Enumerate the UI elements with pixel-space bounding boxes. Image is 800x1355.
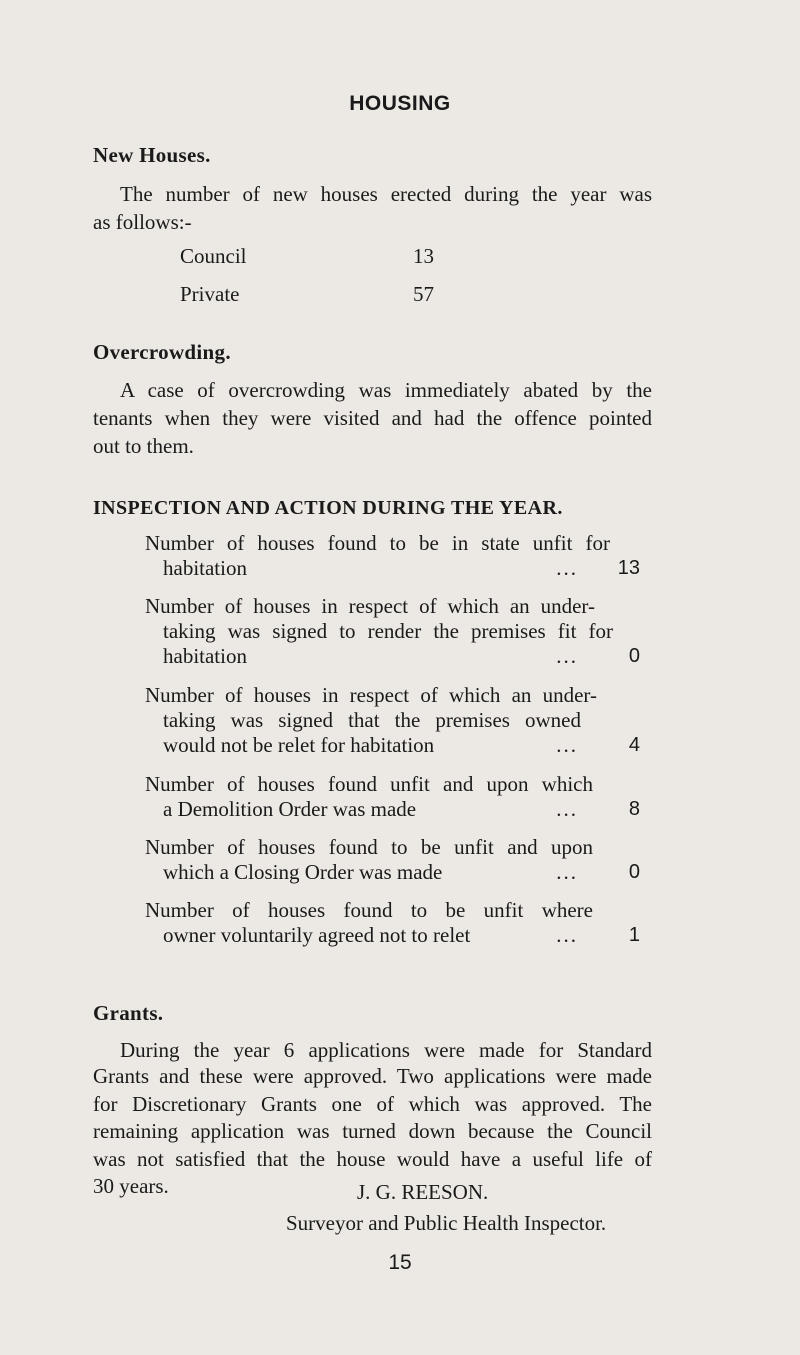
new-houses-intro-cont	[93, 208, 393, 236]
item-value: 1	[628, 924, 640, 946]
inspection-item	[145, 835, 640, 885]
grants-line: was not satisfied that the house would have a useful life of	[93, 1146, 652, 1171]
grants-line: for Discretionary Grants one of which was approved. The	[93, 1091, 652, 1116]
item-value: 4	[628, 734, 640, 756]
item-value: 8	[628, 798, 640, 820]
item-line: Number of houses found to be in state unfit for	[145, 531, 610, 555]
leader-dots: ...	[556, 644, 578, 668]
new-houses-intro-line: The number of new houses erected during the year was	[120, 182, 652, 206]
item-line: habitation	[163, 556, 247, 580]
inspection-item	[145, 683, 640, 758]
leader-dots: ...	[556, 797, 578, 821]
grants-line: Grants and these were approved. Two applications were made	[93, 1064, 652, 1088]
item-line: habitation	[163, 644, 247, 668]
new-houses-heading: New Houses.	[93, 143, 211, 167]
inspection-item	[145, 898, 640, 948]
overcrowding-line: out to them.	[93, 434, 194, 458]
inspection-heading: INSPECTION AND ACTION DURING THE YEAR.	[93, 497, 563, 519]
stat-value: 13	[413, 244, 434, 268]
item-line: taking was signed to render the premises fit for	[163, 619, 613, 643]
item-line: Number of houses found to be unfit where	[145, 898, 593, 922]
item-value: 0	[628, 861, 640, 883]
signature-name: J. G. REESON.	[357, 1180, 489, 1204]
inspection-item	[145, 772, 640, 822]
item-line: Number of houses in respect of which an under-	[145, 594, 595, 618]
overcrowding-line: tenants when they were visited and had the offence pointed	[93, 406, 652, 430]
item-line: Number of houses found to be unfit and upon	[145, 835, 593, 859]
item-line: Number of houses in respect of which an under-	[145, 683, 597, 707]
item-line: Number of houses found unfit and upon which	[145, 772, 593, 796]
item-line: which a Closing Order was made	[163, 860, 443, 884]
stat-row-council	[180, 244, 480, 272]
stat-label: Council	[180, 244, 247, 268]
stat-label: Private	[180, 282, 240, 306]
new-houses-intro-line: as follows:-	[93, 210, 192, 234]
overcrowding-para-cont	[93, 404, 652, 460]
leader-dots: ...	[556, 923, 578, 947]
item-line: owner voluntarily agreed not to relet	[163, 923, 471, 947]
new-houses-intro	[120, 180, 652, 208]
stat-row-private	[180, 282, 480, 310]
grants-line: During the year 6 applications were made for Standard	[120, 1038, 652, 1062]
stat-value: 57	[413, 282, 434, 306]
leader-dots: ...	[556, 556, 578, 580]
signature-role: Surveyor and Public Health Inspector.	[286, 1211, 607, 1235]
grants-line: 30 years.	[93, 1174, 169, 1198]
item-value: 13	[617, 557, 640, 579]
leader-dots: ...	[556, 860, 578, 884]
grants-line: remaining application was turned down because the Council	[93, 1119, 652, 1143]
grants-heading: Grants.	[93, 1001, 164, 1025]
inspection-item	[145, 594, 640, 669]
inspection-item	[145, 531, 640, 581]
leader-dots: ...	[556, 733, 578, 757]
item-line: would not be relet for habitation	[163, 733, 435, 757]
overcrowding-line: A case of overcrowding was immediately abated by the	[120, 378, 652, 402]
item-line: a Demolition Order was made	[163, 797, 417, 821]
item-value: 0	[628, 645, 640, 667]
grants-para	[120, 1036, 652, 1064]
page-title: HOUSING	[349, 92, 451, 115]
page-number: 15	[388, 1251, 412, 1274]
overcrowding-para	[120, 376, 652, 404]
item-line: taking was signed that the premises owned	[163, 708, 581, 732]
overcrowding-heading: Overcrowding.	[93, 340, 231, 364]
